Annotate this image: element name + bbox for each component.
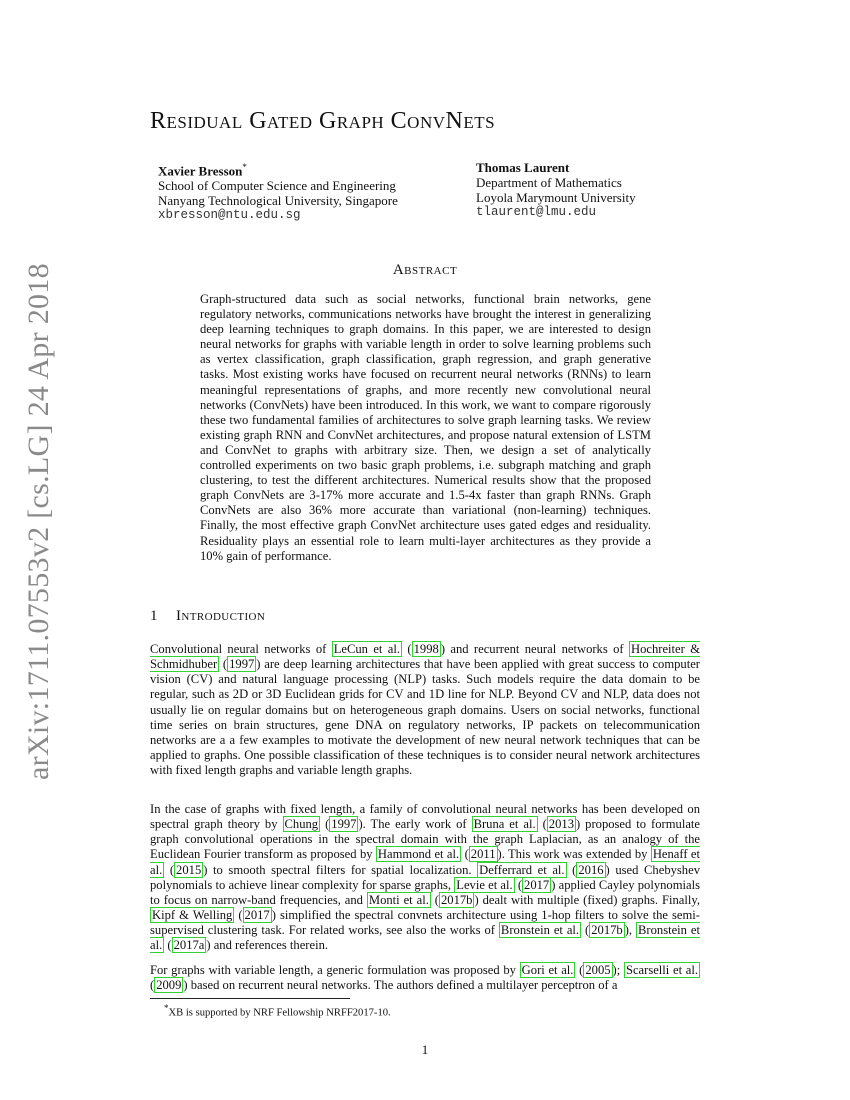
citation-link[interactable]: 2017 — [244, 908, 270, 923]
text-run: ) to smooth spectral filters for spatial localization. — [203, 862, 478, 877]
citation-link[interactable]: 2016 — [578, 862, 604, 877]
citation-link[interactable]: Kipf & Welling — [152, 908, 233, 923]
citation-link[interactable]: Chung — [284, 817, 319, 832]
footnote-text: XB is supported by NRF Fellowship NRFF2017-10. — [168, 1007, 391, 1019]
section-title: Introduction — [176, 608, 266, 624]
text-run: ( — [164, 862, 175, 877]
text-run: ). This work was extended by — [497, 847, 651, 862]
citation-link[interactable]: Hochreiter & Schmidhuber — [150, 642, 701, 672]
author-email: tlaurent@lmu.edu — [476, 205, 597, 219]
paper-title: Residual Gated Graph ConvNets — [150, 108, 496, 134]
citation-link[interactable]: 2013 — [548, 817, 574, 832]
intro-paragraph-3 — [150, 963, 700, 993]
abstract-text: Graph-structured data such as social networks, functional brain networks, gene regulatory networks, communications networks have brought the interest in generalizing deep learning techniques to graph domains. In this paper, we are interested to design neural networks for graphs with variable length in order to solve learning problems such as vertex classification, graph classification, graph regression, and graph generative tasks. Most existing works have focused on recurrent neural networks (RNNs) to learn meaningful representations of graphs, and more recently new convolutional neural networks (ConvNets) have been introduced. In this work, we want to compare rigorously these two fundamental families of architectures to solve graph learning tasks. We review existing graph RNN and ConvNet architectures, and propose natural extension of LSTM and ConvNet to graphs with arbitrary size. Then, we design a set of analytically controlled experiments on two basic graph problems, i.e. subgraph matching and graph clustering, to test the different architectures. Numerical results show that the proposed graph ConvNets are 3-17% more accurate and 1.5-4x faster than graph RNNs. Graph ConvNets are also 36% more accurate than variational (non-learning) techniques. Finally, the most effective graph ConvNet architecture uses gated edges and residuality. Residuality plays an essential role to learn multi-layer architectures as they provide a 10% gain of performance. — [200, 292, 651, 563]
citation-link[interactable]: 2015 — [176, 862, 202, 877]
citation-link[interactable]: 1997 — [229, 657, 255, 672]
section-number: 1 — [150, 608, 158, 624]
intro-paragraph-1 — [150, 642, 700, 778]
citation-link[interactable]: 1998 — [413, 642, 439, 656]
citation-link[interactable]: 2017a — [173, 938, 205, 953]
text-run: ( — [430, 892, 439, 907]
footnote-marker: * — [164, 1003, 169, 1013]
footnote-divider — [150, 998, 350, 999]
citation-link[interactable]: 1997 — [331, 817, 357, 832]
text-run: ( — [219, 657, 228, 672]
intro-paragraph-2 — [150, 802, 700, 954]
text-run: ( — [402, 642, 412, 656]
citation-link[interactable]: 2017 — [524, 877, 550, 892]
author-affiliation: Department of Mathematics — [476, 175, 622, 190]
arxiv-identifier: arXiv:1711.07553v2 [cs.LG] 24 Apr 2018 — [22, 263, 55, 780]
text-run: ( — [581, 923, 590, 938]
text-run: ) are deep learning architectures that have been applied with great success to computer vision (CV) and natural language processing (NLP) tasks. Such models require the data domain to be regular, such as 2D or 3D Euclidean grids for CV and 1D line for NLP. Beyond CV and NLP, data does not usually lie on regular domains but on heterogeneous graph domains. Users on social networks, functional time series on brain structures, gene DNA on regulatory networks, IP packets on telecommunication networks are a a few examples to motivate the development of new neural network techniques that can be applied to graphs. One possible classification of these techniques is to consider neural network architectures with fixed length graphs and variable length graphs. — [150, 657, 700, 778]
text-run: ) proposed to formulate graph convolutional operations in the spectral domain with the graph Laplacian, as an analogy of the Euclidean Fourier transform as proposed by — [150, 817, 701, 862]
footnote — [164, 1003, 391, 1019]
text-run: Convolutional neural networks of — [150, 642, 332, 656]
author-email: xbresson@ntu.edu.sg — [158, 208, 301, 223]
citation-link[interactable]: 2005 — [585, 963, 611, 977]
citation-link[interactable]: 2017b — [440, 892, 473, 907]
text-run: ), — [624, 923, 636, 938]
text-run: ( — [575, 963, 584, 977]
citation-link[interactable]: Gori et al. — [521, 963, 574, 977]
citation-link[interactable]: Bronstein et al. — [500, 923, 580, 938]
text-run: ) used Chebyshev polynomials to achieve linear complexity for sparse graphs, — [150, 862, 700, 892]
text-run: ). The early work of — [358, 817, 472, 832]
citation-link[interactable]: Hammond et al. — [377, 847, 460, 862]
citation-link[interactable]: Scarselli et al. — [625, 963, 699, 977]
text-run: ( — [150, 978, 155, 993]
section-heading — [150, 608, 265, 625]
citation-link[interactable]: LeCun et al. — [333, 642, 401, 656]
text-run: ( — [514, 877, 523, 892]
citation-link[interactable]: Levie et al. — [456, 877, 513, 892]
author-affiliation: Loyola Marymount University — [476, 190, 636, 205]
author-name: Thomas Laurent — [476, 160, 570, 175]
text-run: ) dealt with multiple (fixed) graphs. Finally, — [474, 892, 700, 907]
citation-link[interactable]: 2011 — [470, 847, 496, 862]
citation-link[interactable]: Defferrard et al. — [479, 862, 565, 877]
author-block-1 — [158, 160, 398, 223]
author-block-2 — [476, 160, 636, 220]
text-run: ( — [320, 817, 330, 832]
text-run: ( — [461, 847, 469, 862]
text-run: ( — [566, 862, 577, 877]
citation-link[interactable]: Bronstein et al. — [150, 923, 700, 953]
text-run: ( — [164, 938, 172, 953]
citation-link[interactable]: 2009 — [156, 978, 182, 993]
citation-link[interactable]: Bruna et al. — [473, 817, 536, 832]
author-affiliation: School of Computer Science and Engineering — [158, 178, 396, 194]
text-run: ) and references therein. — [206, 938, 329, 953]
text-run: In the case of graphs with fixed length, a family of convolutional neural networks has been developed on spectral graph theory by — [150, 802, 700, 832]
author-affiliation: Nanyang Technological University, Singapore — [158, 193, 398, 209]
text-run: ( — [537, 817, 547, 832]
text-run: ( — [234, 908, 243, 923]
text-run: ) applied Cayley polynomials to focus on narrow-band frequencies, and — [150, 877, 700, 907]
citation-link[interactable]: Monti et al. — [368, 892, 429, 907]
footnote-marker[interactable]: * — [242, 162, 247, 172]
abstract-heading: Abstract — [392, 262, 458, 278]
text-run: For graphs with variable length, a generic formulation was proposed by — [150, 963, 520, 977]
text-run: ) and recurrent neural networks of — [440, 642, 629, 656]
text-run: ) simplified the spectral convnets architecture using 1-hop filters to solve the semi-supervised clustering task. For related works, see also the works of — [150, 908, 700, 938]
citation-link[interactable]: Henaff et al. — [150, 847, 701, 877]
citation-link[interactable]: 2017b — [591, 923, 623, 938]
text-run: ); — [612, 963, 624, 977]
text-run: ) based on recurrent neural networks. The authors defined a multilayer perceptron of a — [183, 978, 618, 993]
author-name: Xavier Bresson — [158, 163, 243, 179]
page-number: 1 — [421, 1042, 429, 1057]
